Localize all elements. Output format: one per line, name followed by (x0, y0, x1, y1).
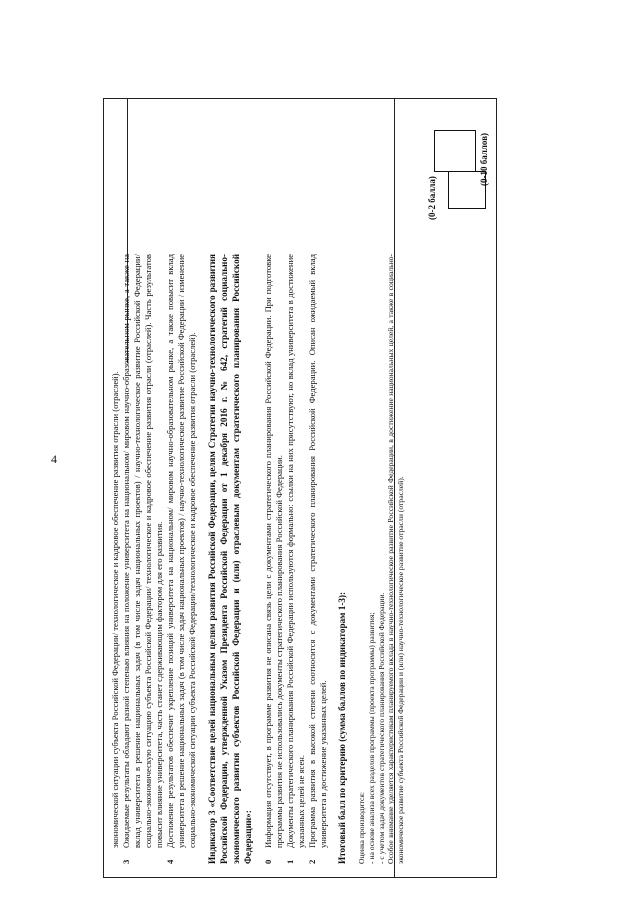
assessment-bullet: - на основе анализа всех разделов программы (проекта программы) развития; (366, 612, 376, 864)
row-text: Достижение результатов обеспечит укрепление позиций университета на национальном/ мировом научно-образовательном рынке, а также повысит вклад университета в решение национальных задач (в том числе задач национальных проектов) / научно-технологическое развитие Российской Федерации / изменение социально-экономической ситуации субъекта Российской Федерации/технологическое и кадровое обеспечение развития отрасли (отраслей). (165, 254, 197, 848)
row-number: 4 (165, 859, 175, 864)
total-score-box[interactable] (434, 130, 476, 172)
rotated-content (103, 98, 497, 878)
row-text: Ожидаемые результаты обладают разной степенью влияния на положение университета на национальном/ мировом научно-образовательном рынке, а также на вклад университета в решение национальных задач (в том числе задач национальных проектов) / научно-технологическое развитие Российской Федерации/ социально-экономическую ситуацию субъекта Российской Федерации/ технологическое и кадровое обеспечение развития отрасли (отраслей). Часть результатов повысит влияние университета, часть станет сдерживающим фактором для его развития. (121, 254, 164, 848)
table-row (285, 254, 307, 864)
table-row (165, 254, 198, 864)
row-number: 1 (285, 859, 296, 864)
assessment-note: Особое внимание уделяется характеристикам планируемого вклада в научно-технологическое развитие Российской Федерации, в достижение национальных целей, а также в социально-экономическое развитие субъекта Российской Федерации и (или) научно-технологическое развитие отрасли (отраслей). (386, 254, 405, 864)
table-row (110, 254, 121, 864)
criteria-text-cell (110, 254, 405, 864)
row-text: Информация отсутствует, в программе развития не описана связь цели с документами стратегического планирования Российской Федерации. При подготовке программы развития не использовались документы стратегического планирования Российской Федерации. (263, 254, 285, 848)
row-number: 3 (121, 859, 131, 864)
indicator-title: Индикатор 3 «Соответствие целей национальным целям развития Российской Федерации, целям Стратегии научно-технологического развития Российской Федерации, утвержденной Указом Президента Российской Федерации от 1 декабря 2016 г. № 642, стратегий социально-экономического развития субъектов Российской Федерации и (или) отраслевым документам стратегического планирования Российской Федерации»: (207, 254, 253, 864)
table-row (121, 254, 165, 864)
score-cell (103, 103, 497, 238)
row-number: 2 (307, 859, 318, 864)
row-number (110, 848, 121, 864)
table-row (307, 254, 329, 864)
row-text: экономической ситуации субъекта Российской Федерации/ технологическое и кадровое обеспечение развития отрасли (отраслей). (110, 371, 120, 848)
row-text: Программа развития в высокой степени соотносится с документами стратегического планирования Российской Федерации. Описан ожидаемый вклад университета в достижение указанных целей. (307, 254, 329, 848)
row-number: 0 (263, 859, 274, 864)
assessment-intro: Оценка производится: (357, 792, 367, 864)
assessment-bullet: - с учетом задач документов стратегического планирования Российской Федерации. (376, 592, 386, 864)
table-row (263, 254, 285, 864)
row-text: Документы стратегического планирования Российской Федерации используются формально: ссылки на них присутствуют, но вклад университета в достижение указанных целей не ясен. (285, 254, 307, 848)
page-number: 4 (51, 452, 57, 466)
indicator-score-label: (0-2 балла) (427, 176, 437, 220)
total-score-title: Итоговый балл по критерию (сумма баллов по индикаторам 1-3): (337, 591, 348, 864)
total-score-label: (0-10 баллов) (479, 132, 489, 186)
